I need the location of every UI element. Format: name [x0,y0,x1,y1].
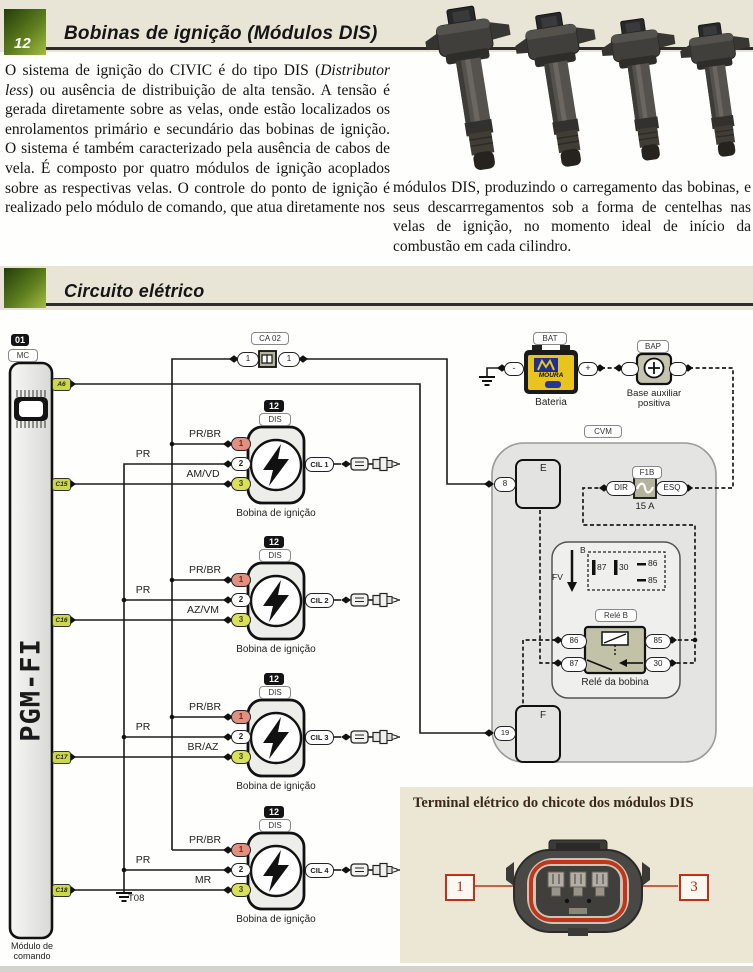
ecu-pin-c15: C15 [52,478,71,491]
dis3-badge: 12 [264,673,284,685]
ecu-pin-c17: C17 [52,751,71,764]
relay-pin-85: 85 [645,634,671,649]
ecu-connector-tab: MC [8,349,38,362]
ecu-name: PGM-FI [15,638,47,742]
battery-minus-pin: - [504,362,524,376]
section-title-1: Bobinas de ignição (Módulos DIS) [64,23,378,44]
ca02-pin-left: 1 [237,352,259,367]
legend-fv: FV [552,572,563,582]
dis1-tab: DIS [259,413,291,426]
dis4-pin3: 3 [231,883,251,897]
battery-caption: Bateria [535,397,567,408]
dis3-caption: Bobina de ignição [236,781,316,792]
dis1-badge: 12 [264,400,284,412]
ca02-tab: CA 02 [251,332,289,345]
ca02-connector [259,351,276,367]
connector-f-label: F [540,710,547,721]
dis4-pin1: 1 [231,843,251,857]
intro-paragraph-left: O sistema de ignição do CIVIC é do tipo DIS (Distributor less) ou ausência de distribuição de alta tensão. A tensão é gerada diretamente sobre as velas, onde estão localizados os enrolamentos primário e secundário das bobinas de ignição. O sistema é também caracterizado pela ausência de cabos de vela. É composto por quatro módulos de ignição acoplados sobre as respectivas velas. O controle do ponto de ignição é realizado pelo módulo de comando, que atua diretamente nos [5,62,390,217]
dis1-wire1-label: PR/BR [188,428,222,440]
ecu-pin-a6: A6 [52,378,71,391]
dis2-wire1-label: PR/BR [188,564,222,576]
relay-caption: Relé da bobina [581,677,649,688]
terminal-callout-3: 3 [679,874,709,901]
dis-modules [248,427,400,909]
section-title-2: Circuito elétrico [64,281,205,301]
dis2-pin2: 2 [231,593,251,607]
battery-icon [524,345,578,394]
relay-pin-30: 30 [645,657,671,672]
connector-f-pin19: 19 [494,726,516,741]
dis2-cyl-tab: CIL 2 [305,593,334,608]
dis4-badge: 12 [264,806,284,818]
dis3-cyl-tab: CIL 3 [305,730,334,745]
fuse-esq-pin: ESQ [656,481,688,496]
page-number: 12 [14,35,31,52]
dis3-wire3-label: BR/AZ [187,741,219,753]
ground-symbol-battery [479,377,495,385]
dis2-wire3-label: AZ/VM [186,604,220,616]
dis1-cyl-tab: CIL 1 [305,457,334,472]
battery-plus-pin: + [578,362,598,376]
connector-e-pin8: 8 [494,477,516,492]
junction-dots [122,442,175,873]
dis2-pin1: 1 [231,573,251,587]
terminal-connector-photo [472,840,678,936]
ca02-pin-right: 1 [278,352,300,367]
dis3-tab: DIS [259,686,291,699]
dis3-pin2: 2 [231,730,251,744]
dis4-wire3-label: MR [194,874,212,886]
cvm-tab: CVM [584,425,622,438]
dis4-caption: Bobina de ignição [236,914,316,925]
battery-tab: BAT [533,332,567,345]
fuse-dir-pin: DIR [606,481,636,496]
connector-f-box [516,706,560,762]
fuse-icon [634,478,656,498]
dis4-pin2: 2 [231,863,251,877]
ecu-caption-1: Módulo de [10,941,54,951]
dis2-badge: 12 [264,536,284,548]
relay-pin-87: 87 [561,657,587,672]
bap-right-pin [669,362,687,376]
dis4-tab: DIS [259,819,291,832]
dis1-pin1: 1 [231,437,251,451]
ground-tag: T08 [128,893,145,904]
terminal-callout-1: 1 [445,874,475,901]
relay-pin-86: 86 [561,634,587,649]
aux-base-icon [637,354,671,384]
dis1-pin2: 2 [231,457,251,471]
bap-caption-2: positiva [637,398,671,409]
dis2-tab: DIS [259,549,291,562]
dis2-caption: Bobina de ignição [236,644,316,655]
dis3-wire2-label: PR [135,721,151,733]
relay-icon [585,627,645,673]
dis1-caption: Bobina de ignição [236,508,316,519]
legend-30: 30 [619,562,629,572]
dis1-wire3-label: AM/VD [186,468,220,480]
battery-brand: MOURA [538,372,564,379]
dis4-cyl-tab: CIL 4 [305,863,334,878]
intro-paragraph-right: módulos DIS, produzindo o carregamento das bobinas, e seus descarrregamentos sob a forma de centelhas nas velas de ignição, no momento ideal de início da combustão em cada cilindro. [393,179,751,255]
intro-italic: Distributor less [5,62,390,99]
dis1-wire2-label: PR [135,448,151,460]
ecu-caption-2: comando [13,951,51,961]
bap-tab: BAP [637,340,669,353]
connector-e-box [516,460,560,508]
dis3-pin1: 1 [231,710,251,724]
bap-left-pin [621,362,639,376]
dis3-pin3: 3 [231,750,251,764]
terminal-panel-title: Terminal elétrico do chicote dos módulos DIS [413,795,694,811]
dis1-pin3: 3 [231,477,251,491]
legend-85: 85 [648,575,658,585]
fuse-tab: F1B [632,466,662,479]
connector-e-label: E [540,463,547,474]
dis4-wire1-label: PR/BR [188,834,222,846]
dis3-wire1-label: PR/BR [188,701,222,713]
legend-87: 87 [597,562,607,572]
ecu-badge: 01 [11,334,29,346]
bap-caption-1: Base auxiliar [626,388,682,399]
dis4-wire2-label: PR [135,854,151,866]
legend-86: 86 [648,558,658,568]
ecu-pin-c18: C18 [52,884,71,897]
fuse-rating: 15 A [635,501,655,512]
relay-tab: Relé B [595,609,637,622]
dis2-wire2-label: PR [135,584,151,596]
legend-b: B [580,545,586,555]
ecu-pin-c16: C16 [52,614,71,627]
dis2-pin3: 3 [231,613,251,627]
